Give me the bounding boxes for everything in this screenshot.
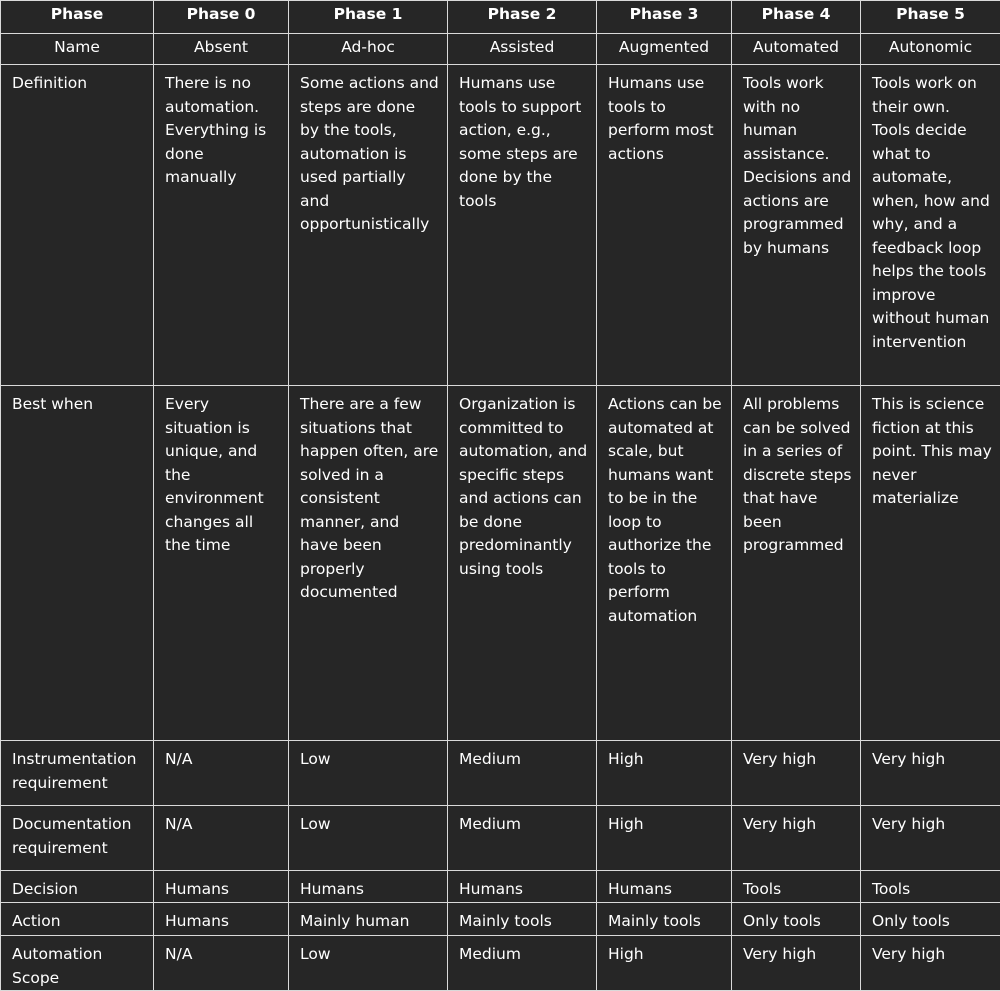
table-cell: Very high: [861, 936, 1000, 991]
table-cell: Humans: [289, 871, 448, 903]
row-label: Action: [1, 903, 154, 936]
table-cell: Very high: [861, 741, 1000, 806]
table-cell: Tools: [861, 871, 1000, 903]
row-label: Automation Scope: [1, 936, 154, 991]
table-cell: Very high: [732, 741, 861, 806]
table-cell: Very high: [861, 806, 1000, 871]
table-cell: Tools: [732, 871, 861, 903]
table-row: [1, 386, 1000, 741]
table-cell: Medium: [448, 741, 597, 806]
table-cell: Mainly human: [289, 903, 448, 936]
table-cell: Assisted: [448, 34, 597, 65]
header-cell: Phase 0: [154, 1, 289, 34]
table-cell: Autonomic: [861, 34, 1000, 65]
table-cell: Very high: [732, 806, 861, 871]
table-cell: Only tools: [732, 903, 861, 936]
table-cell: N/A: [154, 936, 289, 991]
table-cell: Humans: [448, 871, 597, 903]
table-cell: Augmented: [597, 34, 732, 65]
table-cell: Only tools: [861, 903, 1000, 936]
table-row: [1, 871, 1000, 903]
table-cell: Every situation is unique, and the environment changes all the time: [154, 386, 289, 741]
table-row: [1, 741, 1000, 806]
table-cell: Tools work on their own. Tools decide what to automate, when, how and why, and a feedback loop helps the tools improve without human intervention: [861, 65, 1000, 386]
table-cell: This is science fiction at this point. This may never materialize: [861, 386, 1000, 741]
table-cell: Ad-hoc: [289, 34, 448, 65]
table-cell: Tools work with no human assistance. Decisions and actions are programmed by humans: [732, 65, 861, 386]
table-cell: Low: [289, 936, 448, 991]
row-label: Documentation requirement: [1, 806, 154, 871]
table-cell: High: [597, 806, 732, 871]
table-cell: Mainly tools: [597, 903, 732, 936]
row-label: Best when: [1, 386, 154, 741]
table-cell: Low: [289, 806, 448, 871]
table-row: [1, 903, 1000, 936]
table-cell: Mainly tools: [448, 903, 597, 936]
table-row: [1, 65, 1000, 386]
table-cell: There are a few situations that happen often, are solved in a consistent manner, and have been properly documented: [289, 386, 448, 741]
table-row: [1, 806, 1000, 871]
table-cell: High: [597, 741, 732, 806]
table-cell: Low: [289, 741, 448, 806]
table-cell: Automated: [732, 34, 861, 65]
table-cell: Medium: [448, 936, 597, 991]
table-cell: Humans use tools to support action, e.g., some steps are done by the tools: [448, 65, 597, 386]
table-cell: Humans: [154, 871, 289, 903]
table-cell: Absent: [154, 34, 289, 65]
table-cell: Actions can be automated at scale, but humans want to be in the loop to authorize the tools to perform automation: [597, 386, 732, 741]
header-cell: Phase 4: [732, 1, 861, 34]
table-cell: High: [597, 936, 732, 991]
row-label: Decision: [1, 871, 154, 903]
table-row: [1, 936, 1000, 991]
table-cell: Some actions and steps are done by the tools, automation is used partially and opportunistically: [289, 65, 448, 386]
table-cell: Humans: [597, 871, 732, 903]
header-cell: Phase 5: [861, 1, 1000, 34]
row-label: Instrumentation requirement: [1, 741, 154, 806]
row-label: Definition: [1, 65, 154, 386]
table-cell: Very high: [732, 936, 861, 991]
table-cell: Organization is committed to automation, and specific steps and actions can be done predominantly using tools: [448, 386, 597, 741]
header-cell: Phase 3: [597, 1, 732, 34]
header-row: [1, 1, 1000, 34]
table-cell: Humans: [154, 903, 289, 936]
table-cell: All problems can be solved in a series of discrete steps that have been programmed: [732, 386, 861, 741]
header-cell: Phase: [1, 1, 154, 34]
table-cell: N/A: [154, 741, 289, 806]
table-cell: There is no automation. Everything is done manually: [154, 65, 289, 386]
header-cell: Phase 2: [448, 1, 597, 34]
header-cell: Phase 1: [289, 1, 448, 34]
name-row: [1, 34, 1000, 65]
table-cell: Medium: [448, 806, 597, 871]
table-cell: Humans use tools to perform most actions: [597, 65, 732, 386]
row-label: Name: [1, 34, 154, 65]
table-cell: N/A: [154, 806, 289, 871]
